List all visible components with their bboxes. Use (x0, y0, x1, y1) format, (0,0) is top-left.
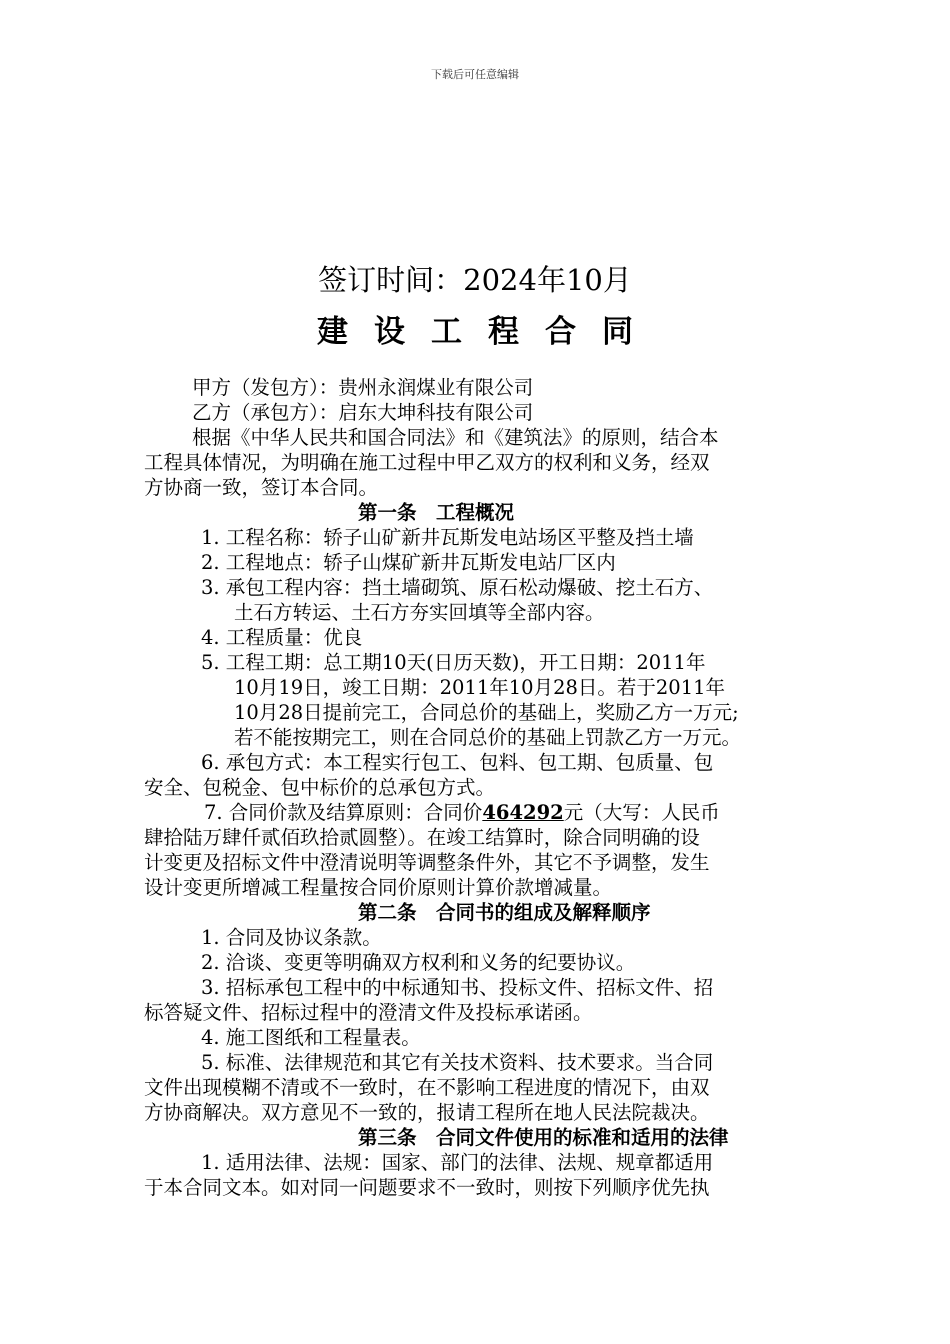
article1-item: 3. 承包工程内容：挡土墙砌筑、原石松动爆破、挖土石方、 (201, 576, 714, 599)
article1-item: 土石方转运、土石方夯实回填等全部内容。 (234, 601, 605, 624)
article3-item: 1. 适用法律、法规：国家、部门的法律、法规、规章都适用 (201, 1151, 714, 1174)
article1-item: 2. 工程地点：轿子山煤矿新井瓦斯发电站厂区内 (201, 551, 616, 574)
party-b: 乙方（承包方）：启东大坤科技有限公司 (192, 401, 534, 424)
article3-item: 于本合同文本。如对同一问题要求不一致时，则按下列顺序优先执 (144, 1176, 710, 1199)
article2-item: 1. 合同及协议条款。 (201, 926, 382, 949)
item7-suffix: 元（大写：人民币 (563, 801, 720, 824)
intro-line: 工程具体情况，为明确在施工过程中甲乙双方的权利和义务，经双 (144, 451, 710, 474)
contract-body (144, 375, 814, 1200)
article1-item7 (144, 800, 814, 825)
article1-item: 4. 工程质量：优良 (201, 626, 363, 649)
header-note: 下载后可任意编辑 (431, 68, 519, 81)
item7-prefix: 7. 合同价款及结算原则：合同价 (204, 801, 483, 824)
document-title: 建设工程合同 (317, 314, 659, 350)
article1-item: 6. 承包方式：本工程实行包工、包料、包工期、包质量、包 (201, 751, 714, 774)
article3-heading: 第三条 合同文件使用的标准和适用的法律 (358, 1126, 729, 1149)
contract-amount: 464292 (482, 801, 564, 824)
intro-line: 根据《中华人民共和国合同法》和《建筑法》的原则，结合本 (192, 426, 719, 449)
article1-item: 安全、包税金、包中标价的总承包方式。 (144, 776, 496, 799)
article1-item: 肆拾陆万肆仟贰佰玖拾贰圆整）。在竣工结算时，除合同明确的设 (144, 826, 700, 849)
article1-item: 10月19日，竣工日期：2011年10月28日。若于2011年 (234, 676, 726, 699)
article1-heading: 第一条 工程概况 (358, 501, 515, 524)
article2-item: 方协商解决。双方意见不一致的，报请工程所在地人民法院裁决。 (144, 1101, 710, 1124)
party-a: 甲方（发包方）：贵州永润煤业有限公司 (192, 376, 534, 399)
sign-date: 签订时间：2024年10月 (318, 263, 632, 297)
article2-item: 4. 施工图纸和工程量表。 (201, 1026, 421, 1049)
article1-item: 若不能按期完工，则在合同总价的基础上罚款乙方一万元。 (234, 726, 742, 749)
article2-heading: 第二条 合同书的组成及解释顺序 (358, 901, 651, 924)
intro-line: 方协商一致，签订本合同。 (144, 476, 379, 499)
article1-item: 设计变更所增减工程量按合同价原则计算价款增减量。 (144, 876, 613, 899)
article2-item: 文件出现模糊不清或不一致时，在不影响工程进度的情况下，由双 (144, 1076, 710, 1099)
article2-item: 2. 洽谈、变更等明确双方权利和义务的纪要协议。 (201, 951, 636, 974)
article2-item: 5. 标准、法律规范和其它有关技术资料、技术要求。当合同 (201, 1051, 714, 1074)
article2-item: 3. 招标承包工程中的中标通知书、投标文件、招标文件、招 (201, 976, 714, 999)
article1-item: 计变更及招标文件中澄清说明等调整条件外，其它不予调整，发生 (144, 851, 710, 874)
article1-item: 1. 工程名称：轿子山矿新井瓦斯发电站场区平整及挡土墙 (201, 526, 694, 549)
article2-item: 标答疑文件、招标过程中的澄清文件及投标承诺函。 (144, 1001, 593, 1024)
article1-item: 5. 工程工期：总工期10天(日历天数)，开工日期：2011年 (201, 651, 706, 674)
article1-item: 10月28日提前完工，合同总价的基础上，奖励乙方一万元; (234, 701, 739, 724)
